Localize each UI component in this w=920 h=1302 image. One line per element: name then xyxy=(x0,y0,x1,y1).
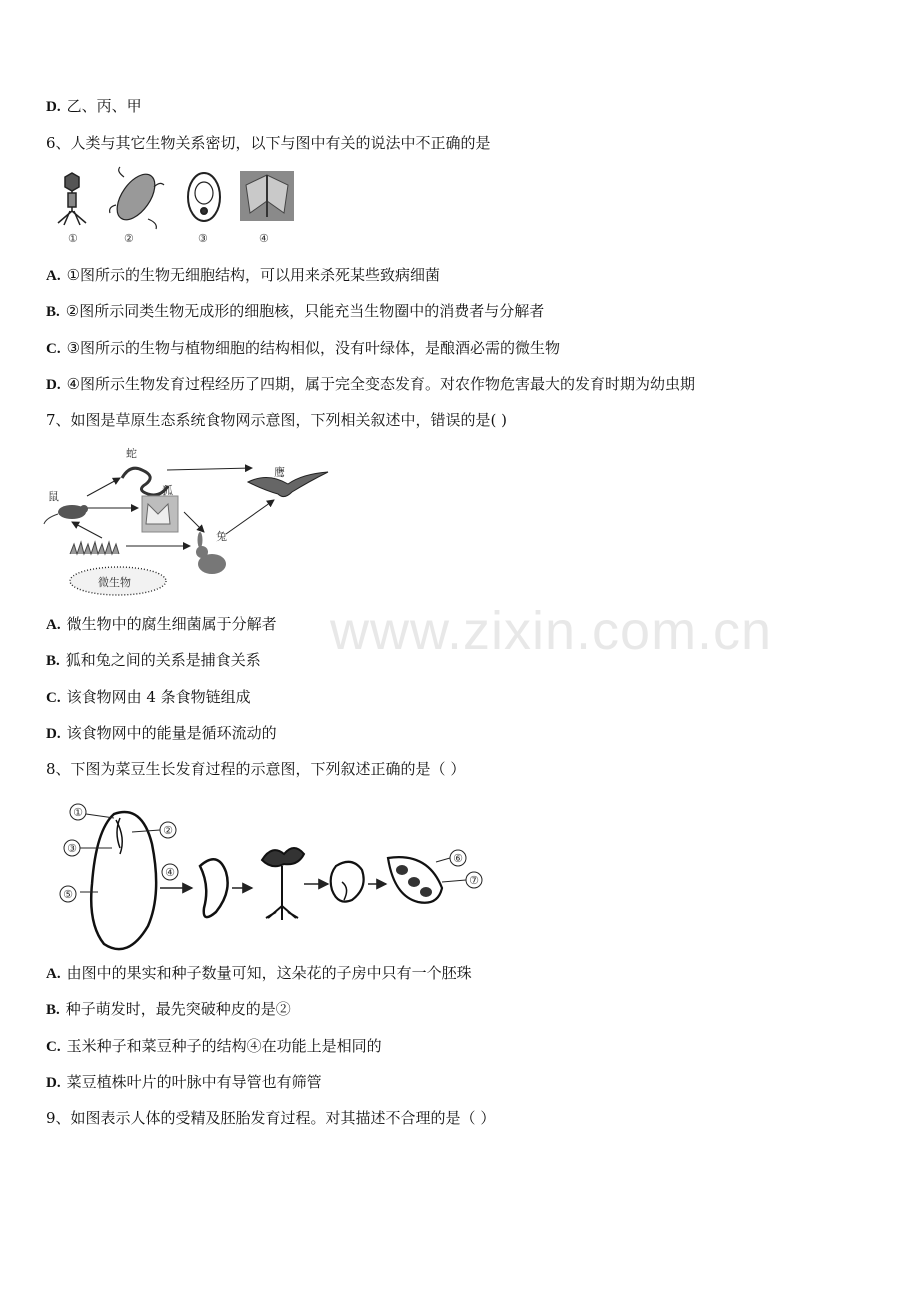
label-2: ② xyxy=(163,824,173,837)
bacterium-image xyxy=(110,167,164,229)
question-8: 8、下图为菜豆生长发育过程的示意图，下列叙述正确的是（ ） xyxy=(46,760,466,778)
option-7c: C. 该食物网由 4 条食物链组成 xyxy=(46,688,251,706)
label-eagle: 鹰 xyxy=(274,466,285,479)
question-7: 7、如图是草原生态系统食物网示意图，下列相关叙述中，错误的是( ) xyxy=(46,411,508,429)
label-mouse: 鼠 xyxy=(48,490,59,503)
flower xyxy=(331,862,364,902)
label-1: ① xyxy=(73,806,83,819)
option-6a: A. ①图所示的生物无细胞结构，可以用来杀死某些致病细菌 xyxy=(46,266,441,284)
insect-image xyxy=(240,171,294,221)
line-d-prev: D. 乙、丙、甲 xyxy=(46,97,142,115)
option-7d: D. 该食物网中的能量是循环流动的 xyxy=(46,724,277,742)
question-9: 9、如图表示人体的受精及胚胎发育过程。对其描述不合理的是（ ） xyxy=(46,1109,496,1127)
label-4: ④ xyxy=(165,866,175,879)
label-rabbit: 兔 xyxy=(216,530,227,543)
grass-image xyxy=(70,542,119,554)
option-6d: D. ④图所示生物发育过程经历了四期，属于完全变态发育。对农作物危害最大的发育时期为幼虫期 xyxy=(46,375,696,393)
option-6b: B. ②图所示同类生物无成形的细胞核，只能充当生物圈中的消费者与分解者 xyxy=(46,302,545,320)
eagle-image xyxy=(248,472,328,497)
option-8c: C. 玉米种子和菜豆种子的结构④在功能上是相同的 xyxy=(46,1037,382,1055)
label-snake: 蛇 xyxy=(126,447,137,460)
option-8d: D. 菜豆植株叶片的叶脉中有导管也有筛管 xyxy=(46,1073,322,1091)
label-7: ⑦ xyxy=(469,874,479,887)
figure-q7-food-web xyxy=(42,440,332,602)
label-5: ⑤ xyxy=(63,888,73,901)
mouse-image xyxy=(44,505,88,524)
label-3: ③ xyxy=(67,842,77,855)
option-8b: B. 种子萌发时，最先突破种皮的是② xyxy=(46,1000,291,1018)
option-6c: C. ③图所示的生物与植物细胞的结构相似，没有叶绿体，是酿酒必需的微生物 xyxy=(46,339,561,357)
bean-seed xyxy=(91,812,156,949)
caption-3: ③ xyxy=(198,232,208,245)
label-microbe: 微生物 xyxy=(98,576,131,589)
watermark: www.zixin.com.cn xyxy=(330,601,773,661)
caption-2: ② xyxy=(124,232,134,245)
seedling xyxy=(262,848,304,920)
option-8a: A. 由图中的果实和种子数量可知，这朵花的子房中只有一个胚珠 xyxy=(46,964,472,982)
caption-1: ① xyxy=(68,232,78,245)
germinating-seed xyxy=(200,859,228,917)
option-7a: A. 微生物中的腐生细菌属于分解者 xyxy=(46,615,277,633)
label-6: ⑥ xyxy=(453,852,463,865)
yeast-image xyxy=(188,173,220,221)
caption-4: ④ xyxy=(259,232,269,245)
label-fox: 狐 xyxy=(162,484,173,497)
phage-image xyxy=(58,173,86,225)
question-6: 6、人类与其它生物关系密切，以下与图中有关的说法中不正确的是 xyxy=(46,134,491,152)
option-7b: B. 狐和兔之间的关系是捕食关系 xyxy=(46,651,261,669)
figure-q6 xyxy=(46,165,306,247)
figure-q8-bean-growth xyxy=(52,796,502,952)
